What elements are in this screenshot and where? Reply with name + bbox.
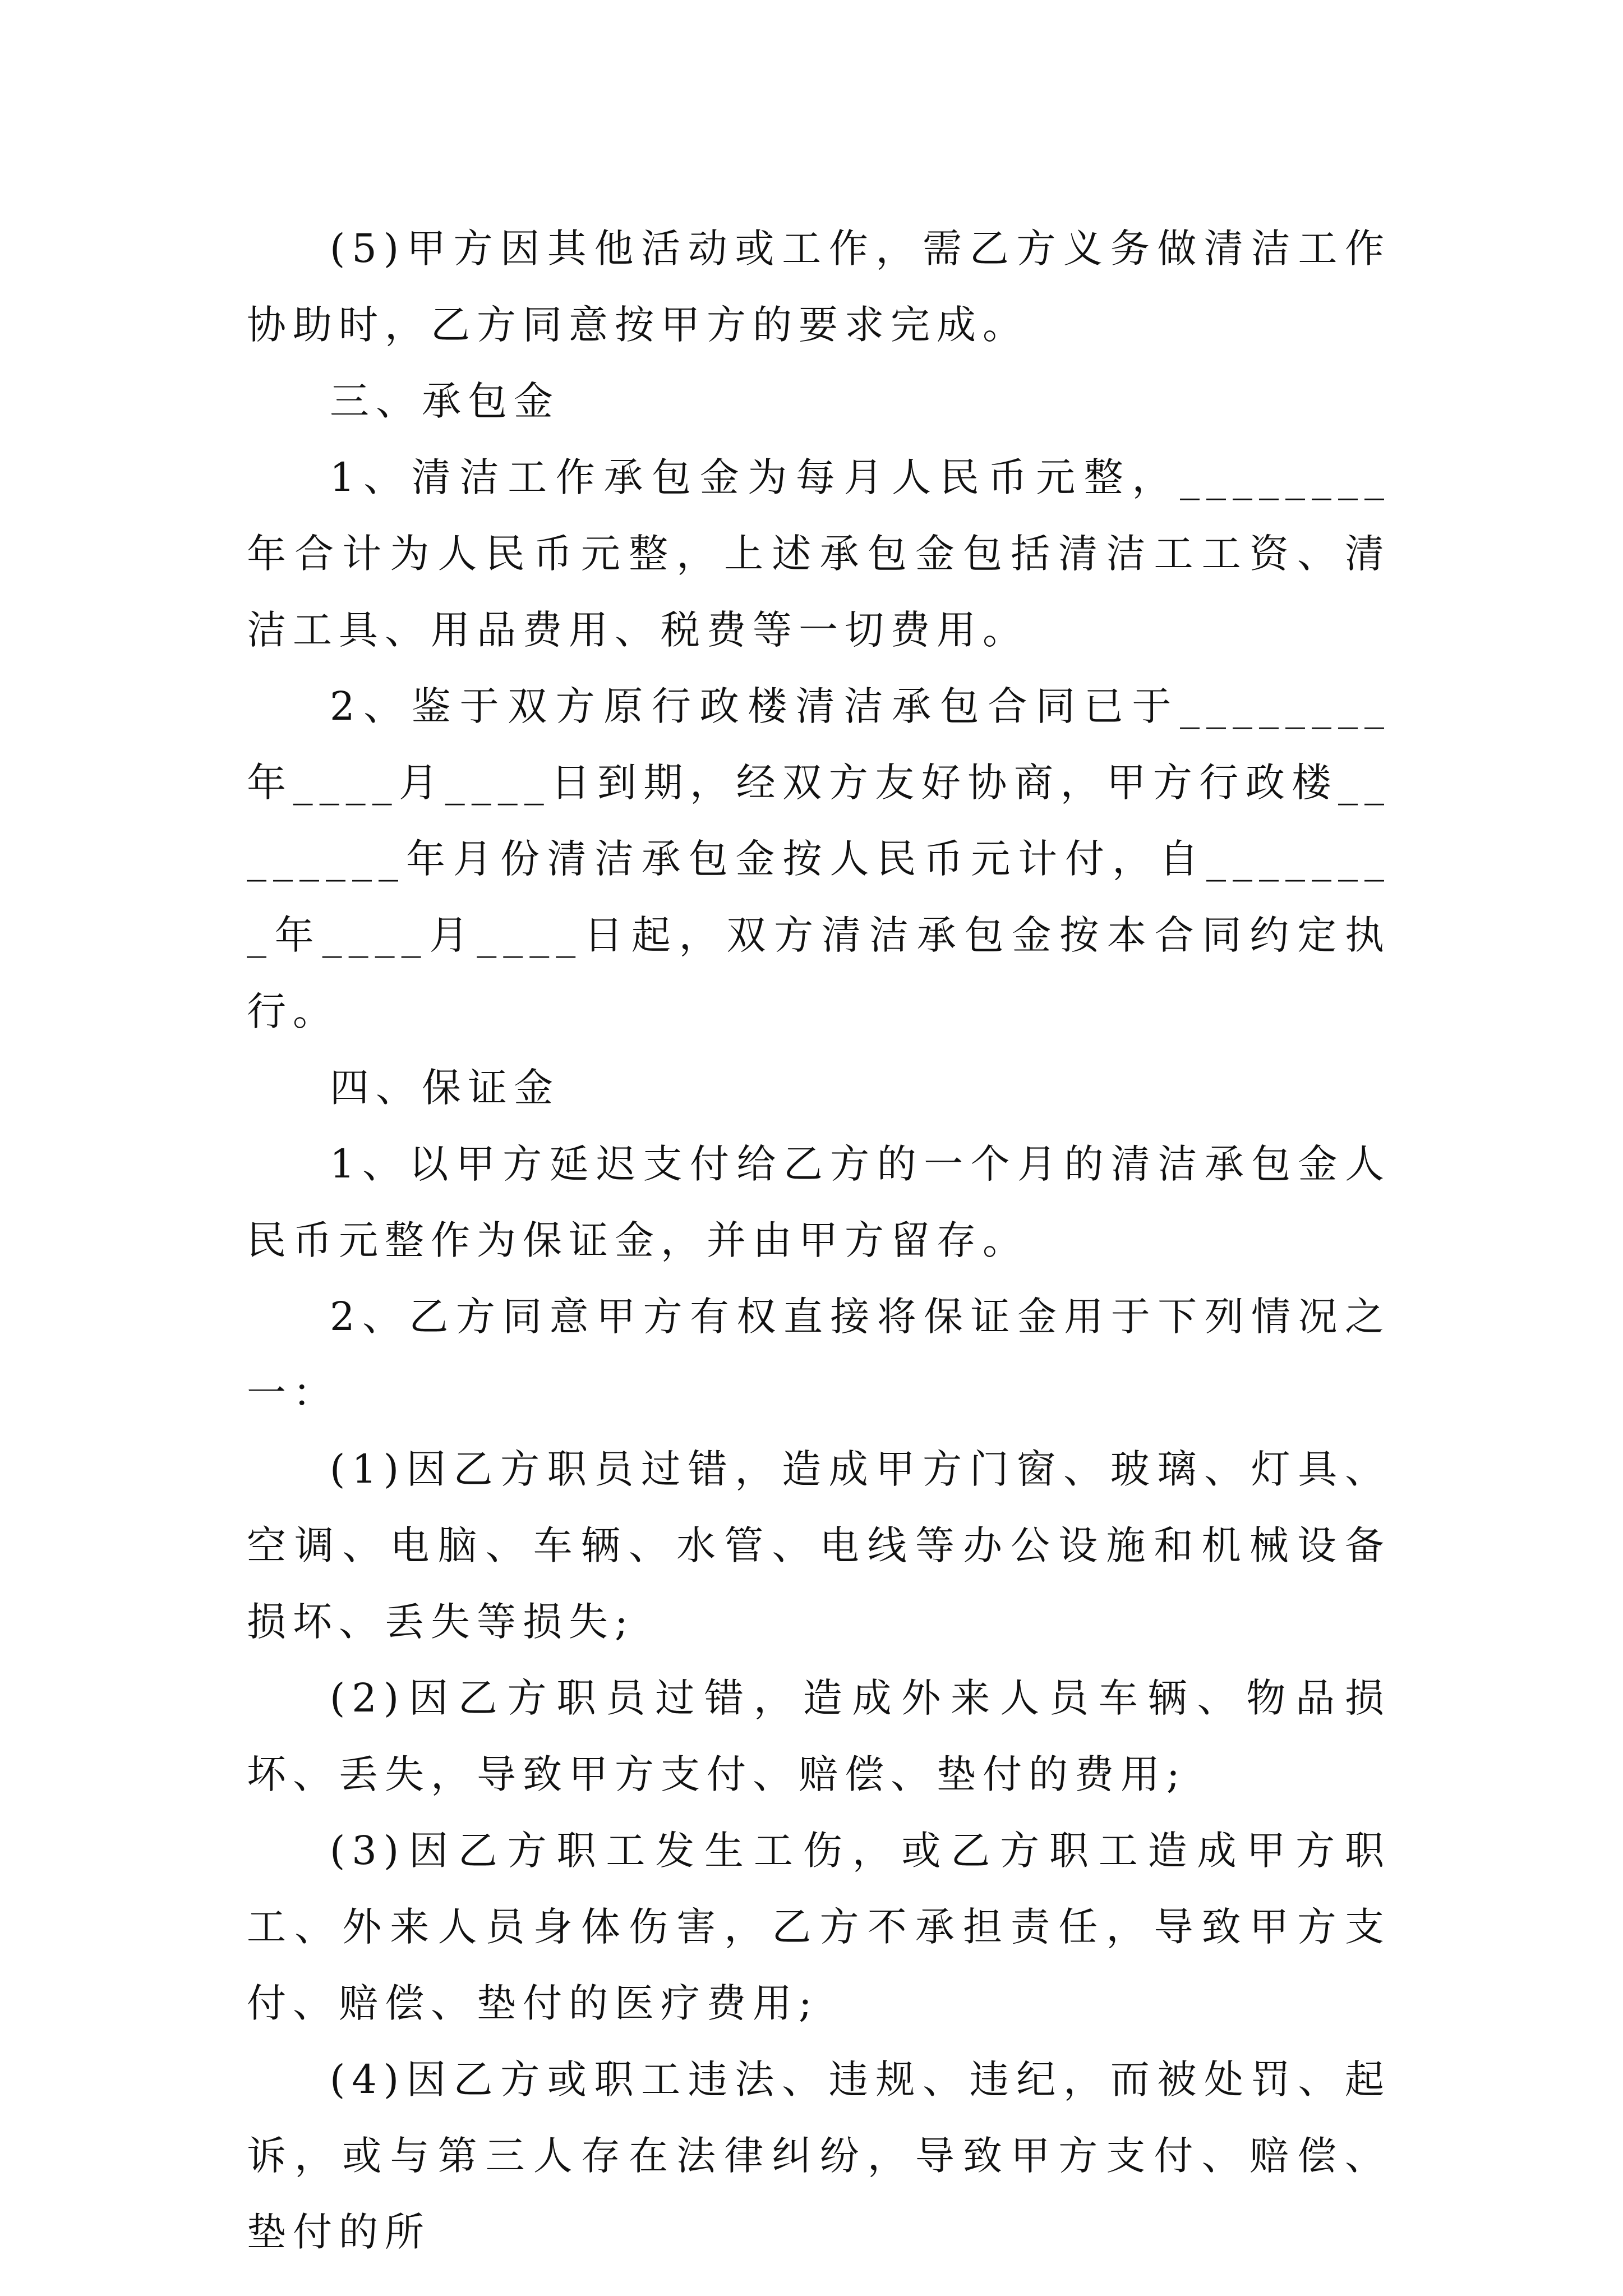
document-body <box>247 210 1391 2270</box>
paragraph-deposit-item-4: (4)因乙方或职工违法、违规、违纪，而被处罚、起诉，或与第三人存在法律纠纷，导致甲方支付、赔偿、垫付的所 <box>247 2056 1391 2255</box>
paragraph-deposit-item-1: (1)因乙方职员过错，造成甲方门窗、玻璃、灯具、空调、电脑、车辆、水管、电线等办公设施和机械设备损坏、丢失等损失; <box>247 1446 1391 1645</box>
paragraph-deposit-item-3: (3)因乙方职工发生工伤，或乙方职工造成甲方职工、外来人员身体伤害，乙方不承担责任，导致甲方支付、赔偿、垫付的医疗费用; <box>247 1828 1391 2026</box>
paragraph-deposit-2: 2、乙方同意甲方有权直接将保证金用于下列情况之一： <box>247 1294 1391 1416</box>
paragraph-deposit-item-2: (2)因乙方职员过错，造成外来人员车辆、物品损坏、丢失，导致甲方支付、赔偿、垫付的费用; <box>247 1675 1391 1797</box>
paragraph-deposit-1: 1、以甲方延迟支付给乙方的一个月的清洁承包金人民币元整作为保证金，并由甲方留存。 <box>247 1141 1391 1263</box>
section-heading-contract-fee: 三、承包金 <box>330 378 560 424</box>
paragraph-fee-2: 2、鉴于双方原行政楼清洁承包合同已于________年____月____日到期，经双方友好协商，甲方行政楼________年月份清洁承包金按人民币元计付，自________年____月____日起，双方清洁承包金按本合同约定执行。 <box>247 683 1391 1034</box>
section-heading-deposit: 四、保证金 <box>330 1065 560 1111</box>
paragraph-fee-1: 1、清洁工作承包金为每月人民币元整，________年合计为人民币元整，上述承包金包括清洁工工资、清洁工具、用品费用、税费等一切费用。 <box>247 454 1391 653</box>
paragraph-clause-2-5: (5)甲方因其他活动或工作，需乙方义务做清洁工作协助时，乙方同意按甲方的要求完成。 <box>247 226 1391 348</box>
